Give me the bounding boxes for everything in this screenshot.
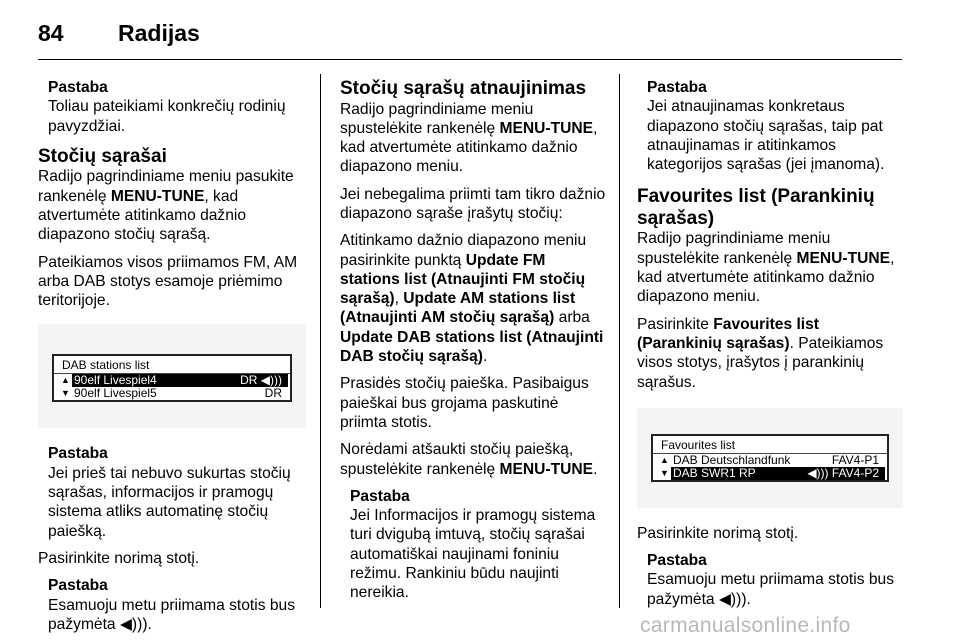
text: .	[483, 348, 488, 366]
note-text: Esamuoju metu priimama stotis bus pažymėta ◀))).	[48, 596, 295, 633]
note-title: Pastaba	[48, 445, 108, 463]
menu-tune-term: MENU-TUNE	[499, 460, 594, 478]
favourite-row[interactable]	[653, 467, 887, 480]
heading-stations-lists: Stočių sąrašai	[38, 145, 167, 167]
heading-update-lists: Stočių sąrašų atnaujinimas	[340, 78, 587, 99]
favourite-row[interactable]	[653, 454, 887, 467]
note-title: Pastaba	[350, 487, 410, 505]
dab-stations-screenshot	[38, 324, 306, 428]
update-am-term: Update AM stations list (Atnaujinti AM stočių sąrašą)	[340, 290, 576, 327]
paragraph-no-reception: Jei nebegalima priimti tam tikro dažnio diapazono sąraše įrašytų stočių:	[340, 185, 606, 222]
column-3	[637, 78, 903, 617]
note-auto-search	[38, 444, 306, 540]
page-number: 84	[38, 20, 64, 46]
screen-title: Favourites list	[653, 436, 887, 454]
station-tag: FAV4-P1	[831, 452, 879, 467]
paragraph-update-options	[340, 231, 606, 366]
note-text: Toliau pateikiami konkrečių rodinių pavyzdžiai.	[48, 98, 286, 135]
page-header	[0, 0, 960, 60]
note-title: Pastaba	[48, 79, 108, 96]
text: Norėdami atšaukti stočių paiešką, spustelėkite rankenėlę	[340, 441, 574, 478]
text: arba	[554, 309, 590, 327]
favourites-panel	[651, 434, 889, 482]
text: , kad atvertumėte atitinkamo dažnio diapazono meniu.	[637, 249, 895, 306]
text: Radijo pagrindiniame meniu spustelėkite rankenėlę	[637, 230, 831, 267]
watermark: carmanualsonline.info	[640, 614, 851, 637]
menu-tune-term: MENU-TUNE	[499, 119, 594, 137]
station-tag: DR ◀)))	[240, 373, 282, 388]
column-divider-2	[619, 74, 620, 608]
note-title: Pastaba	[48, 577, 108, 595]
text: ,	[394, 290, 404, 308]
heading-favourites-list: Favourites list (Parankinių sąrašas)	[637, 186, 875, 229]
text: .	[593, 460, 598, 478]
note-current-station	[637, 551, 903, 609]
station-row[interactable]	[54, 387, 290, 400]
update-fm-term: Update FM stations list (Atnaujinti FM stočių sąrašą)	[340, 251, 586, 308]
arrow-down-icon: ▼	[660, 467, 669, 478]
favourites-screenshot	[637, 408, 903, 508]
arrow-down-icon: ▼	[61, 388, 70, 399]
station-name: DAB SWR1 RP	[673, 465, 756, 480]
header-rule	[38, 59, 902, 60]
menu-tune-term: MENU-TUNE	[796, 249, 891, 267]
text: . Pateikiamos visos stotys, įrašytos į parankinių sąrašus.	[637, 334, 884, 391]
note-text: Jei prieš tai nebuvo sukurtas stočių sąrašas, informacijos ir pramogų sistema atliks automatinę stočių paiešką.	[48, 464, 291, 540]
column-1	[38, 78, 306, 642]
station-tag: DR	[264, 386, 282, 401]
paragraph-select-favourites	[637, 315, 903, 392]
note-current-station	[38, 576, 306, 634]
station-name: DAB Deutschlandfunk	[673, 452, 791, 467]
screen-title: DAB stations list	[54, 356, 290, 374]
note-title: Pastaba	[647, 552, 707, 570]
note-text: Esamuoju metu priimama stotis bus pažymėta ◀))).	[647, 571, 894, 608]
paragraph-open-menu	[340, 100, 606, 177]
arrow-up-icon: ▲	[660, 454, 669, 465]
paragraph-search-starts: Prasidės stočių paieška. Pasibaigus paieškai bus grojama paskutinė priimta stotis.	[340, 375, 589, 431]
note-examples	[38, 78, 306, 136]
station-name: 90elf Livespiel4	[74, 373, 157, 388]
note-title: Pastaba	[647, 79, 707, 96]
dab-stations-panel	[52, 354, 292, 402]
column-2	[340, 78, 606, 611]
note-category-update	[637, 78, 903, 174]
paragraph-cancel-search	[340, 440, 606, 479]
menu-tune-term: MENU-TUNE	[110, 187, 205, 205]
column-divider-1	[320, 74, 321, 608]
paragraph-stations-shown: Pateikiamos visos priimamos FM, AM arba DAB stotys esamoje priėmimo teritorijoje.	[38, 253, 298, 310]
text: Radijo pagrindiniame meniu pasukite rankenėlę	[38, 168, 294, 205]
text: , kad atvertumėte atitinkamo dažnio diapazono meniu.	[340, 119, 598, 176]
note-dual-tuner	[340, 487, 606, 603]
paragraph-open-list	[38, 167, 306, 244]
paragraph-select-station: Pasirinkite norimą stotį.	[38, 549, 200, 567]
text: Atitinkamo dažnio diapazono meniu pasirinkite punktą	[340, 232, 587, 269]
station-name: 90elf Livespiel5	[74, 386, 157, 401]
paragraph-open-menu	[637, 229, 903, 306]
arrow-up-icon: ▲	[61, 375, 70, 386]
text: Pasirinkite	[637, 315, 714, 333]
paragraph-select-station: Pasirinkite norimą stotį.	[637, 524, 799, 542]
chapter-title: Radijas	[118, 20, 200, 46]
station-tag: ◀))) FAV4-P2	[807, 465, 879, 480]
favourites-term: Favourites list (Parankinių sąrašas)	[637, 315, 819, 352]
update-dab-term: Update DAB stations list (Atnaujinti DAB stočių sąrašą)	[340, 328, 604, 366]
note-text: Jei Informacijos ir pramogų sistema turi dvigubą imtuvą, stočių sąrašai automatiškai naujinami foniniu režimu. Rankiniu būdu naujinti nereikia.	[350, 507, 596, 602]
text: Radijo pagrindiniame meniu spustelėkite rankenėlę	[340, 100, 534, 137]
note-text: Jei atnaujinamas konkretaus diapazono stočių sąrašas, taip pat atnaujinamas ir atitinkamos kategorijos sąrašas (jei įmanoma).	[647, 98, 885, 174]
text: , kad atvertumėte atitinkamo dažnio diapazono stočių sąrašą.	[38, 187, 247, 244]
